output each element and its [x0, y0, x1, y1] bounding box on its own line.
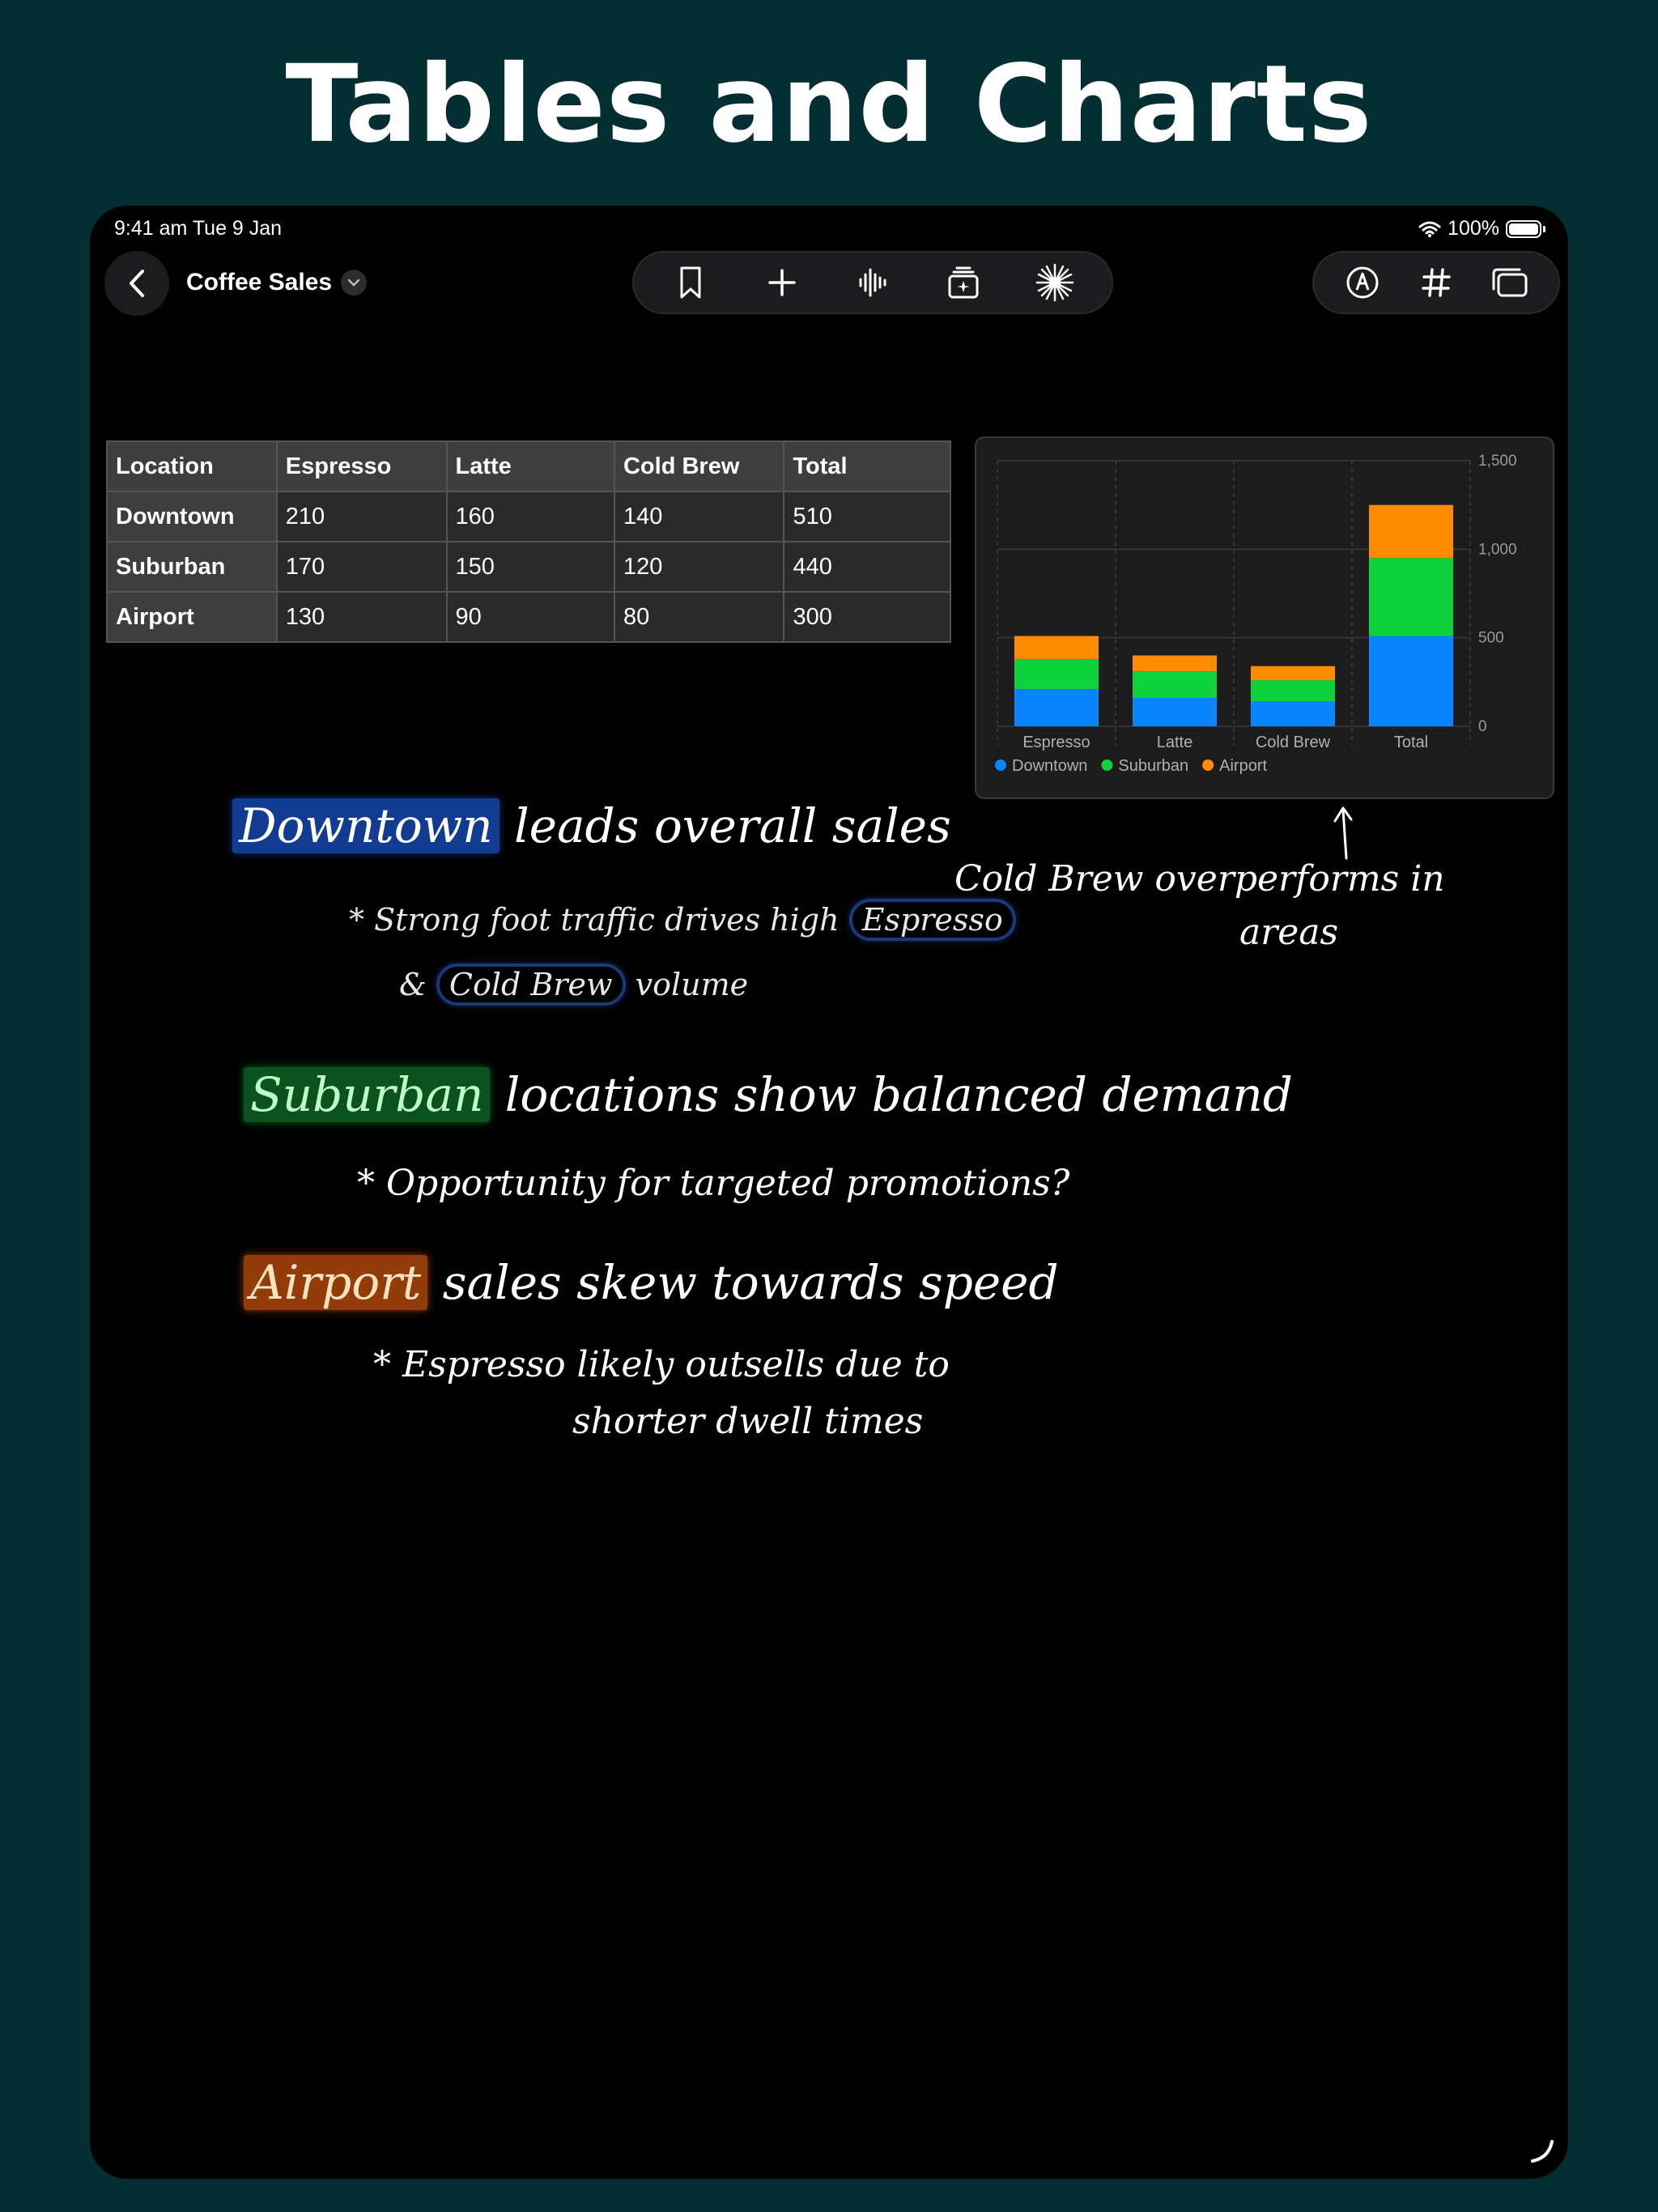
legend-swatch [1101, 759, 1112, 771]
table-row [107, 592, 950, 642]
plus-icon [767, 268, 797, 297]
pages-button[interactable] [1484, 257, 1536, 308]
note-cold-brew-line2[interactable]: areas [1239, 912, 1339, 953]
bullet-text: & [399, 967, 427, 1002]
bookmark-button[interactable] [665, 257, 716, 308]
magic-pages-icon [946, 265, 981, 300]
coffee-sales-table[interactable] [106, 440, 951, 643]
highlight-downtown: Downtown [232, 798, 500, 853]
note-airport-bullet-line1[interactable]: * Espresso likely outsells due to [373, 1344, 950, 1385]
circled-cold-brew: Cold Brew [436, 963, 626, 1006]
stacked-pages-icon [1490, 266, 1529, 299]
table-header-cell[interactable]: Location [107, 441, 277, 491]
note-airport-bullet-line2[interactable]: shorter dwell times [572, 1401, 924, 1442]
bar-segment [1133, 656, 1217, 672]
sparkle-button[interactable] [1029, 257, 1081, 308]
table-cell[interactable]: 170 [277, 542, 447, 592]
x-tick-label: Latte [1156, 734, 1193, 751]
note-downtown-bullet-b[interactable] [399, 967, 748, 1002]
title-menu-button[interactable] [341, 270, 367, 296]
x-tick-label: Cold Brew [1255, 734, 1331, 751]
markup-button[interactable] [1337, 257, 1388, 308]
x-tick-label: Total [1393, 734, 1429, 751]
legend-label: Suburban [1118, 757, 1189, 775]
battery-percent: 100% [1448, 217, 1499, 240]
bar-segment [1251, 680, 1335, 701]
table-header-cell[interactable]: Cold Brew [614, 441, 784, 491]
table-header-cell[interactable]: Total [784, 441, 950, 491]
chart-canvas [976, 438, 1556, 801]
bar-segment [1369, 636, 1453, 726]
note-downtown-bullet-a[interactable] [349, 902, 1016, 938]
legend-swatch [995, 759, 1006, 771]
right-toolbar [1312, 251, 1560, 314]
note-downtown-text: leads overall sales [514, 798, 951, 853]
bar-segment [1014, 636, 1099, 658]
table-header-cell[interactable]: Espresso [277, 441, 447, 491]
battery-icon [1506, 220, 1541, 238]
chevron-left-icon [127, 269, 147, 298]
table-cell[interactable]: 160 [447, 491, 614, 542]
table-cell[interactable]: 120 [614, 542, 784, 592]
hashtag-icon [1420, 266, 1452, 299]
table-cell[interactable]: 90 [447, 592, 614, 642]
table-row [107, 542, 950, 592]
note-cold-brew-line1[interactable]: Cold Brew overperforms in [954, 858, 1445, 900]
note-airport[interactable] [244, 1255, 1059, 1310]
center-toolbar [632, 251, 1113, 314]
table-header-cell[interactable]: Latte [447, 441, 614, 491]
bar-segment [1014, 659, 1099, 689]
magic-pages-button[interactable] [937, 257, 989, 308]
table-cell[interactable]: 510 [784, 491, 950, 542]
audio-button[interactable] [847, 257, 899, 308]
table-cell[interactable]: 300 [784, 592, 950, 642]
y-tick-label: 0 [1478, 718, 1487, 735]
bar-segment [1133, 671, 1217, 698]
waveform-icon [857, 266, 889, 299]
bar-segment [1369, 558, 1453, 636]
stacked-bar-chart[interactable] [975, 436, 1554, 799]
chevron-down-icon [347, 278, 360, 287]
bar-segment [1369, 505, 1453, 559]
table-cell[interactable]: 130 [277, 592, 447, 642]
table-cell[interactable]: 80 [614, 592, 784, 642]
legend-label: Downtown [1012, 757, 1088, 775]
note-suburban[interactable] [244, 1067, 1293, 1122]
highlight-suburban: Suburban [244, 1067, 490, 1122]
note-downtown[interactable] [232, 798, 951, 853]
bar-segment [1251, 666, 1335, 680]
status-right [1418, 217, 1545, 240]
bar-segment [1251, 701, 1335, 726]
legend-swatch [1202, 759, 1214, 771]
bar-segment [1014, 689, 1099, 726]
table-cell[interactable]: Downtown [107, 491, 277, 542]
y-tick-label: 500 [1478, 629, 1504, 647]
table-header-row [107, 441, 950, 491]
table-cell[interactable]: 210 [277, 491, 447, 542]
bookmark-icon [678, 266, 703, 300]
table-cell[interactable]: Airport [107, 592, 277, 642]
note-suburban-text: locations show balanced demand [504, 1067, 1293, 1122]
y-tick-label: 1,000 [1478, 541, 1517, 559]
circled-espresso: Espresso [849, 899, 1016, 941]
legend-label: Airport [1219, 757, 1268, 775]
add-button[interactable] [756, 257, 808, 308]
table-cell[interactable]: Suburban [107, 542, 277, 592]
ipad-screen [90, 206, 1568, 2179]
status-time: 9:41 am Tue 9 Jan [114, 217, 283, 240]
y-tick-label: 1,500 [1478, 453, 1517, 470]
back-button[interactable] [104, 251, 169, 316]
highlight-airport: Airport [244, 1255, 427, 1310]
note-airport-text: sales skew towards speed [442, 1255, 1059, 1310]
bullet-text: * Strong foot traffic drives high [349, 902, 840, 938]
note-suburban-bullet[interactable]: * Opportunity for targeted promotions? [357, 1163, 1070, 1204]
battery-tip [1543, 226, 1545, 232]
arrow-up-icon [1329, 805, 1361, 861]
table-row [107, 491, 950, 542]
x-tick-label: Espresso [1022, 734, 1090, 751]
bullet-text: volume [635, 967, 749, 1002]
table-cell[interactable]: 140 [614, 491, 784, 542]
status-bar [114, 217, 1545, 246]
pen-tip-icon [1346, 266, 1380, 300]
table-cell[interactable]: 150 [447, 542, 614, 592]
sparkle-icon [1035, 263, 1074, 302]
wifi-icon [1418, 220, 1441, 238]
tags-button[interactable] [1410, 257, 1462, 308]
resize-handle-icon[interactable] [1524, 2133, 1557, 2166]
document-title[interactable]: Coffee Sales [186, 269, 333, 296]
bar-segment [1133, 698, 1217, 726]
headline: Tables and Charts [285, 42, 1373, 167]
table-cell[interactable]: 440 [784, 542, 950, 592]
